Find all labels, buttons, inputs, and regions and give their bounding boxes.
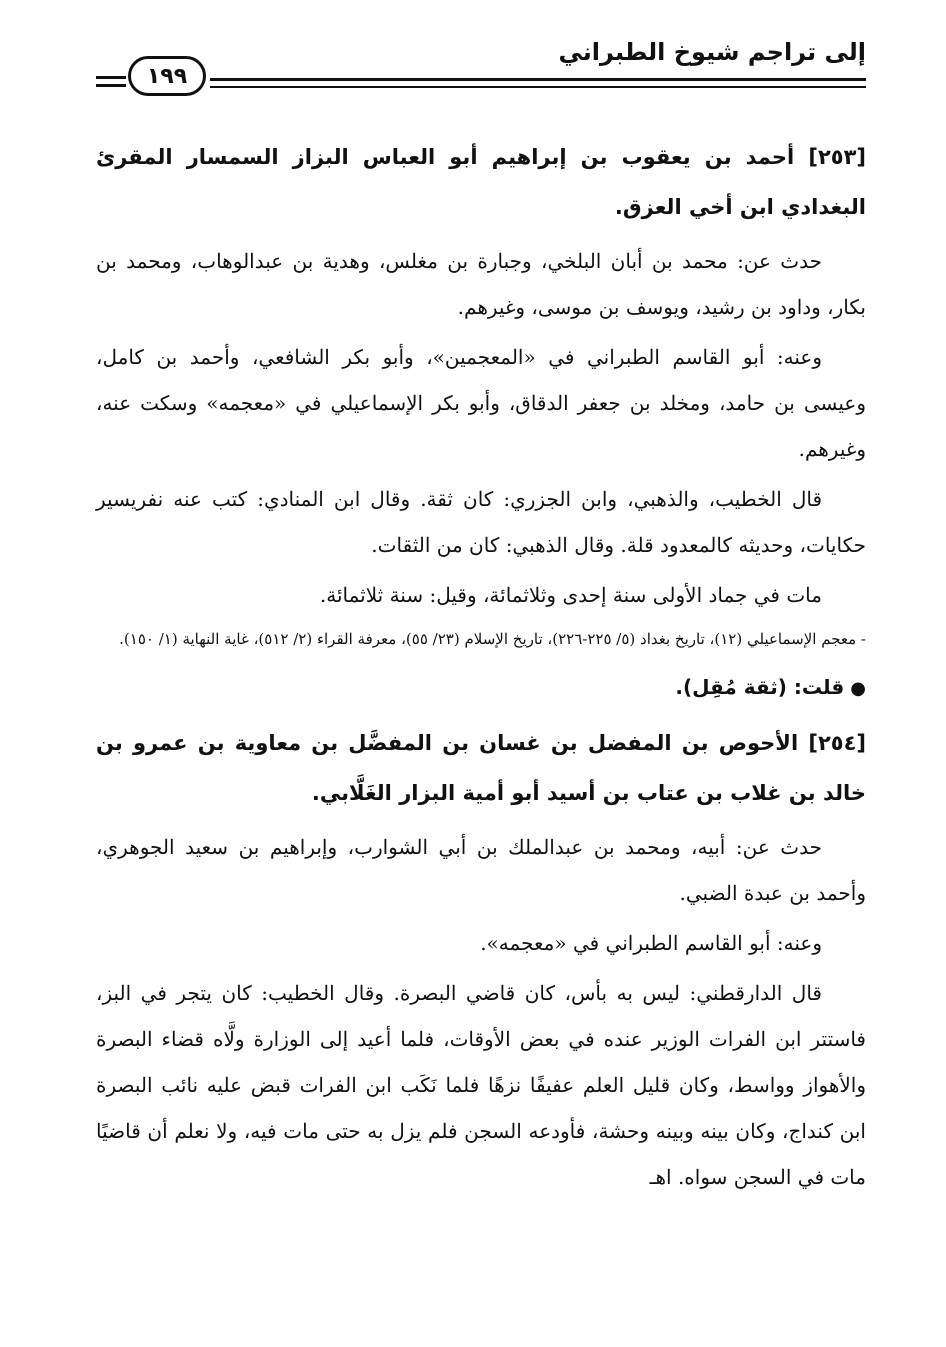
entry-title: [٢٥٤] الأحوص بن المفضل بن غسان بن المفضَّل بن معاوية بن عمرو بن خالد بن غلاب بن عتاب بن أسيد أبو أمية البزار الغَلَّابي.	[96, 731, 866, 805]
narrated-from-paragraph: حدث عن: محمد بن أبان البلخي، وجبارة بن مغلس، وهدية بن عبدالوهاب، ومحمد بن بكار، وداود بن رشيد، ويوسف بن موسى، وغيرهم.	[96, 249, 866, 319]
assessment-paragraph: قال الدارقطني: ليس به بأس، كان قاضي البصرة. وقال الخطيب: كان يتجر في البز، فاستتر ابن الفرات الوزير عنده في بعض الأوقات، فلما أعيد إلى الوزارة ولَّاه قضاء البصرة والأهواز وواسط، وكان قليل العلم عفيفًا نزهًا فلما نَكَب ابن الفرات قبض عليه نائب البصرة ابن كنداج، وكان بينه وبينه وحشة، فأودعه السجن فلم يزل به حتى مات فيه، ولا نعلم أن قاضيًا مات في السجن سواه. اهـ	[96, 981, 866, 1189]
narrators-paragraph: وعنه: أبو القاسم الطبراني في «المعجمين»، وأبو بكر الشافعي، وأحمد بن كامل، وعيسى بن حامد، ومخلد بن جعفر الدقاق، وأبو بكر الإسماعيلي في «معجمه» وسكت عنه، وغيرهم.	[96, 345, 866, 461]
references-footnote: - معجم الإسماعيلي (١٢)، تاريخ بغداد (٥/ ٢٢٥-٢٢٦)، تاريخ الإسلام (٢٣/ ٥٥)، معرفة القراء (٢/ ٥١٢)، غاية النهاية (١/ ١٥٠).	[119, 630, 866, 648]
running-header-title: إلى تراجم شيوخ الطبراني	[558, 38, 866, 66]
header-rule-thick	[210, 78, 866, 81]
entry-title: [٢٥٣] أحمد بن يعقوب بن إبراهيم أبو العباس البزاز السمسار المقرئ البغدادي ابن أخي العزق.	[96, 145, 866, 219]
entry-253	[96, 132, 866, 712]
narrated-from-paragraph: حدث عن: أبيه، ومحمد بن عبدالملك بن أبي الشوارب، وإبراهيم بن سعيد الجوهري، وأحمد بن عبدة الضبي.	[96, 835, 866, 905]
header-rule-thin	[210, 86, 866, 88]
header-rule-left-bottom	[96, 84, 126, 87]
assessment-paragraph: قال الخطيب، والذهبي، وابن الجزري: كان ثقة. وقال ابن المنادي: كتب عنه نفريسير حكايات، وحديثه كالمعدود قلة. وقال الذهبي: كان من الثقات.	[96, 487, 866, 557]
bullet-icon: ●	[850, 678, 866, 699]
narrators-paragraph: وعنه: أبو القاسم الطبراني في «معجمه».	[480, 931, 822, 955]
page-body	[96, 132, 866, 1204]
entry-254	[96, 718, 866, 1200]
verdict-text: قلت: (ثقة مُقِل).	[675, 675, 845, 699]
author-verdict	[96, 664, 866, 712]
header-rule-left-top	[96, 76, 126, 79]
death-paragraph: مات في جماد الأولى سنة إحدى وثلاثمائة، وقيل: سنة ثلاثمائة.	[319, 583, 822, 607]
page-number-badge: ١٩٩	[128, 56, 206, 96]
